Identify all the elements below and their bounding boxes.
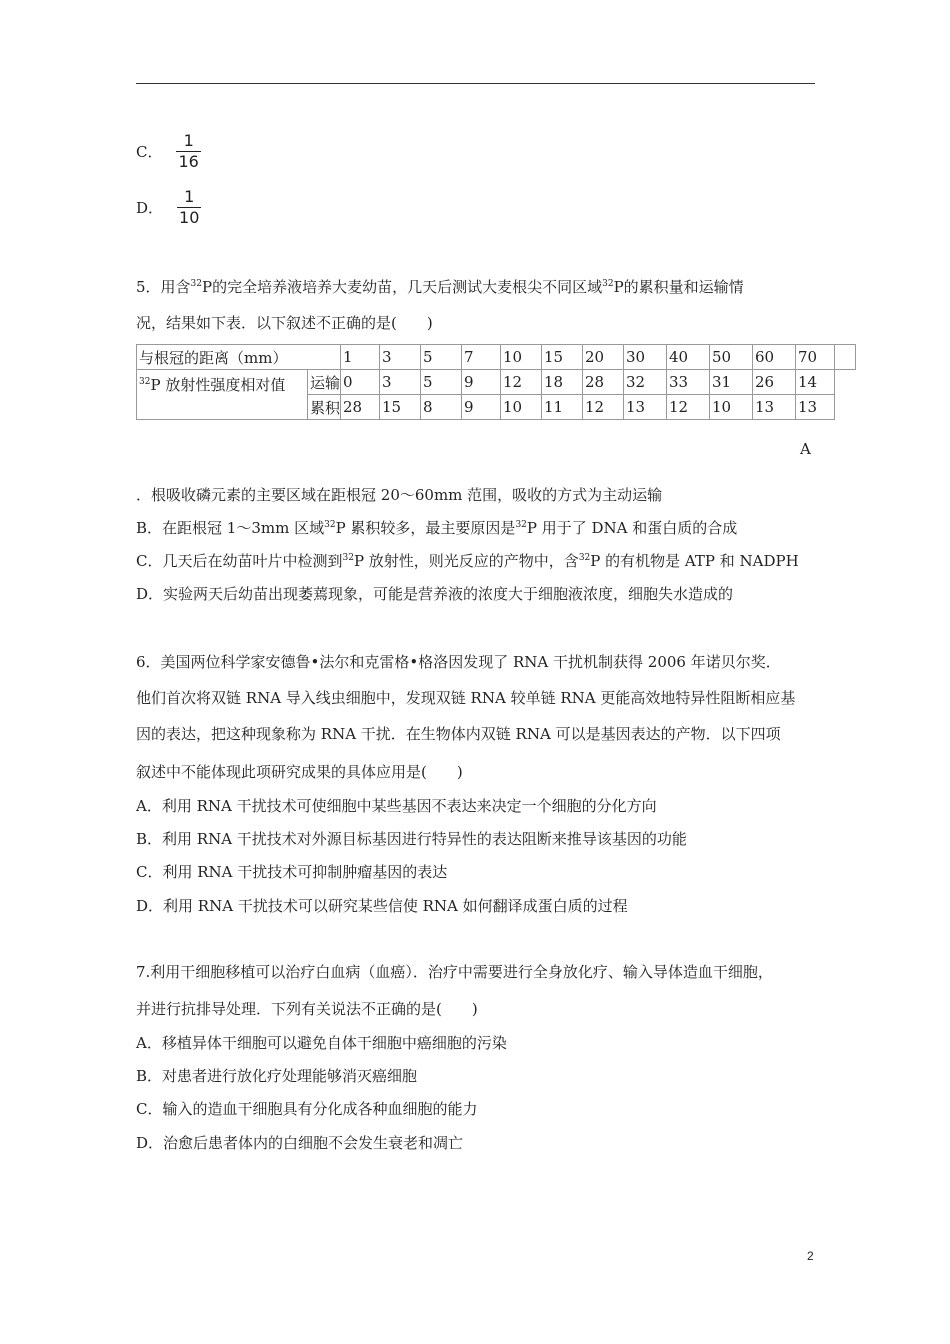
table-cell: 60: [753, 345, 796, 370]
text: P的累积量和运输情: [613, 278, 744, 296]
table-cell: 10: [501, 395, 542, 420]
q6-option-a: A．利用 RNA 干扰技术可使细胞中某些基因不表达来决定一个细胞的分化方向: [136, 797, 657, 815]
table-cell: 50: [710, 345, 753, 370]
table-row: [137, 370, 856, 395]
text: P 放射性，则光反应的产物中，含: [353, 552, 579, 570]
q5-option-b: [136, 518, 737, 538]
option-label: C．: [136, 143, 163, 161]
text: B．在距根冠 1～3mm 区域: [136, 519, 325, 537]
table-cell: 18: [542, 370, 583, 395]
q7-option-a: A．移植异体干细胞可以避免自体干细胞中癌细胞的污染: [136, 1034, 507, 1052]
table-row: [137, 345, 856, 370]
q7-stem-line: 7.利用干细胞移植可以治疗白血病（血癌）．治疗中需要进行全身放化疗、输入导体造血干细胞，: [136, 963, 773, 981]
denominator: 10: [179, 208, 200, 227]
superscript: 32: [578, 553, 591, 563]
superscript: 32: [190, 279, 202, 289]
table-cell: 12: [583, 395, 624, 420]
table-row-label: [137, 370, 308, 420]
q5-option-a: ．根吸收磷元素的主要区域在距根冠 20～60mm 范围，吸收的方式为主动运输: [136, 486, 663, 504]
q7-option-c: C．输入的造血干细胞具有分化成各种血细胞的能力: [136, 1100, 478, 1118]
table-cell: 13: [624, 395, 667, 420]
table-cell: 70: [796, 345, 835, 370]
table-subrow-label: 运输: [308, 370, 341, 395]
q6-stem-line: 他们首次将双链 RNA 导入线虫细胞中，发现双链 RNA 较单链 RNA 更能高效地特异性阻断相应基: [136, 689, 796, 707]
table-cell: 28: [341, 395, 380, 420]
numerator: 1: [184, 187, 195, 206]
table-cell: 3: [380, 345, 421, 370]
table-cell: 40: [667, 345, 710, 370]
table-cell: 13: [796, 395, 835, 420]
table-cell: 33: [667, 370, 710, 395]
table-cell: [835, 345, 856, 370]
header-rule: [136, 83, 815, 84]
table-cell: 9: [462, 395, 501, 420]
table-cell: 15: [380, 395, 421, 420]
table-subrow-label: 累积: [308, 395, 341, 420]
table-cell: 12: [501, 370, 542, 395]
option-d-fraction: [136, 188, 201, 227]
text: P 放射性强度相对值: [150, 376, 286, 394]
q5-option-c: [136, 551, 799, 571]
q5-option-a-letter: A: [800, 440, 811, 458]
option-c-fraction: [136, 132, 201, 171]
q5-option-d: D．实验两天后幼苗出现萎蔫现象，可能是营养液的浓度大于细胞液浓度，细胞失水造成的: [136, 585, 734, 603]
table-cell: 13: [753, 395, 796, 420]
text: C．几天后在幼苗叶片中检测到: [136, 552, 343, 570]
table-cell: 7: [462, 345, 501, 370]
q5-stem-line-2: 况，结果如下表．以下叙述不正确的是( ): [136, 314, 433, 332]
table-cell: 32: [624, 370, 667, 395]
q5-data-table: [136, 344, 856, 420]
q7-option-b: B．对患者进行放化疗处理能够消灭癌细胞: [136, 1067, 418, 1085]
table-cell: 30: [624, 345, 667, 370]
q7-option-d: D．治愈后患者体内的白细胞不会发生衰老和凋亡: [136, 1134, 464, 1152]
q7-stem-line: 并进行抗排导处理．下列有关说法不正确的是( ): [136, 1000, 478, 1018]
table-cell: 14: [796, 370, 835, 395]
table-cell: 20: [583, 345, 624, 370]
table-cell: 0: [341, 370, 380, 395]
text: P的完全培养液培养大麦幼苗，几天后测试大麦根尖不同区域: [202, 278, 603, 296]
table-cell: 12: [667, 395, 710, 420]
fraction: [177, 188, 201, 227]
table-cell: 15: [542, 345, 583, 370]
table-cell: 8: [421, 395, 462, 420]
table-cell: 26: [753, 370, 796, 395]
table-cell: 1: [341, 345, 380, 370]
superscript: 32: [139, 377, 151, 387]
table-cell: 10: [501, 345, 542, 370]
table-cell: 28: [583, 370, 624, 395]
table-cell: 5: [421, 370, 462, 395]
q6-option-b: B．利用 RNA 干扰技术对外源目标基因进行特异性的表达阻断来推导该基因的功能: [136, 830, 687, 848]
q6-stem-line: 叙述中不能体现此项研究成果的具体应用是( ): [136, 763, 463, 781]
text: P 用于了 DNA 和蛋白质的合成: [526, 519, 738, 537]
superscript: 32: [342, 553, 354, 563]
fraction: [176, 132, 200, 171]
page-number: 2: [807, 1249, 814, 1263]
superscript: 32: [515, 520, 527, 530]
table-cell: 5: [421, 345, 462, 370]
table-cell: 11: [542, 395, 583, 420]
table-cell: 9: [462, 370, 501, 395]
superscript: 32: [324, 520, 336, 530]
q6-stem-line: 6．美国两位科学家安德鲁•法尔和克雷格•格洛因发现了 RNA 干扰机制获得 2006 年诺贝尔奖．: [136, 653, 781, 671]
table-cell: 3: [380, 370, 421, 395]
table-cell: 31: [710, 370, 753, 395]
numerator: 1: [183, 131, 194, 150]
text: P 的有机物是 ATP 和 NADPH: [590, 552, 799, 570]
q6-stem-line: 因的表达，把这种现象称为 RNA 干扰．在生物体内双链 RNA 可以是基因表达的产物．以下四项: [136, 725, 781, 743]
table-cell: 10: [710, 395, 753, 420]
superscript: 32: [602, 279, 614, 289]
denominator: 16: [178, 152, 199, 171]
text: 5．用含: [136, 278, 191, 296]
table-header-label: 与根冠的距离（mm）: [137, 345, 341, 370]
option-label: D．: [136, 199, 164, 217]
q5-stem-line-1: [136, 277, 744, 297]
q6-option-c: C．利用 RNA 干扰技术可抑制肿瘤基因的表达: [136, 863, 448, 881]
q6-option-d: D．利用 RNA 干扰技术可以研究某些信使 RNA 如何翻译成蛋白质的过程: [136, 897, 628, 915]
text: P 累积较多，最主要原因是: [335, 519, 516, 537]
